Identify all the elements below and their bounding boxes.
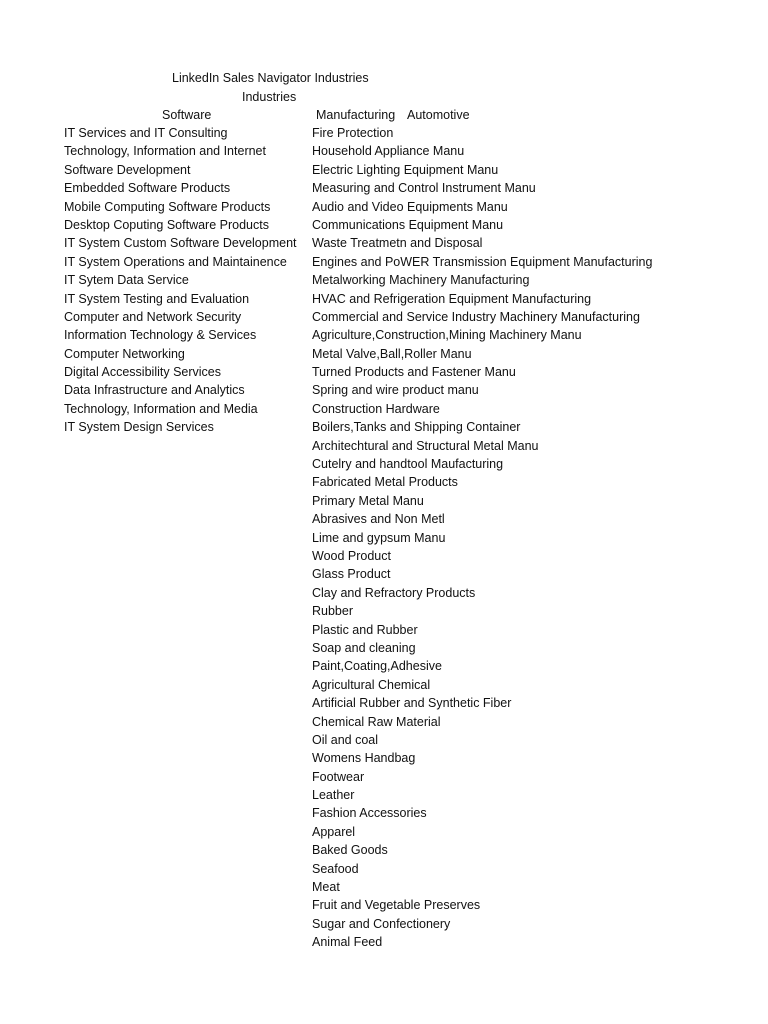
manufacturing-industry-item: Household Appliance Manu [312,144,465,159]
software-industry-item: Embedded Software Products [64,181,231,196]
manufacturing-industry-item: Turned Products and Fastener Manu [312,365,516,380]
manufacturing-industry-item: Glass Product [312,567,391,582]
manufacturing-industry-item: Audio and Video Equipments Manu [312,199,508,214]
manufacturing-industry-item: Oil and coal [312,732,379,747]
manufacturing-industry-item: Measuring and Control Instrument Manu [312,181,536,196]
manufacturing-industry-item: Electric Lighting Equipment Manu [312,162,499,177]
manufacturing-industry-item: Animal Feed [312,935,383,950]
manufacturing-industry-item: Primary Metal Manu [312,493,424,508]
software-industry-item: IT System Operations and Maintainence [64,254,287,269]
manufacturing-industry-item: Womens Handbag [312,751,416,766]
manufacturing-industry-item: HVAC and Refrigeration Equipment Manufacturing [312,291,592,306]
software-industry-item: Technology, Information and Media [64,401,258,416]
manufacturing-industry-item: Metalworking Machinery Manufacturing [312,273,530,288]
software-industry-item: IT System Custom Software Development [64,236,297,251]
software-industry-item: Data Infrastructure and Analytics [64,383,245,398]
manufacturing-industry-item: Sugar and Confectionery [312,916,451,931]
manufacturing-industry-item: Commercial and Service Industry Machinery Manufacturing [312,309,640,324]
manufacturing-industry-item: Seafood [312,861,359,876]
software-industry-item: IT Services and IT Consulting [64,126,228,140]
software-industry-item: Digital Accessibility Services [64,365,221,380]
manufacturing-industry-item: Agriculture,Construction,Mining Machinery Manu [312,328,582,343]
manufacturing-industry-item: Agricultural Chemical [312,677,431,692]
software-industry-item: Information Technology & Services [64,328,257,343]
manufacturing-industry-item: Baked Goods [312,843,388,858]
manufacturing-industry-item: Boilers,Tanks and Shipping Container [312,420,521,435]
software-industry-item: Desktop Coputing Software Products [64,217,269,232]
manufacturing-industry-item: Chemical Raw Material [312,714,441,729]
software-industry-item: Mobile Computing Software Products [64,199,271,214]
manufacturing-industry-item: Fashion Accessories [312,806,427,821]
manufacturing-industry-item: Architechtural and Structural Metal Manu [312,438,539,453]
document-title: LinkedIn Sales Navigator Industries [172,71,369,85]
manufacturing-industry-item: Clay and Refractory Products [312,585,476,600]
manufacturing-industry-item: Plastic and Rubber [312,622,418,637]
software-industry-item: Technology, Information and Internet [64,144,266,159]
manufacturing-industry-item: Artificial Rubber and Synthetic Fiber [312,696,512,711]
manufacturing-column-header: Manufacturing [316,108,396,122]
software-industry-item: IT System Testing and Evaluation [64,291,250,306]
manufacturing-industry-item: Communications Equipment Manu [312,217,504,232]
manufacturing-industry-item: Rubber [312,604,353,619]
software-industry-item: Software Development [64,162,191,177]
manufacturing-industry-item: Fire Protection [312,126,394,140]
software-industry-list [64,124,297,437]
manufacturing-industry-item: Apparel [312,824,356,839]
manufacturing-industry-item: Engines and PoWER Transmission Equipment Manufacturing [312,254,653,269]
manufacturing-industry-list [312,124,652,952]
manufacturing-industry-item: Construction Hardware [312,401,440,416]
manufacturing-industry-item: Leather [312,788,355,803]
manufacturing-industry-item: Lime and gypsum Manu [312,530,446,545]
document-subtitle: Industries [242,90,297,104]
manufacturing-industry-item: Meat [312,880,340,895]
manufacturing-industry-item: Fabricated Metal Products [312,475,458,490]
manufacturing-industry-item: Metal Valve,Ball,Roller Manu [312,346,472,361]
software-industry-item: IT System Design Services [64,420,214,435]
manufacturing-industry-item: Waste Treatmetn and Disposal [312,236,483,251]
manufacturing-industry-item: Fruit and Vegetable Preserves [312,898,481,913]
software-column-header: Software [162,108,212,122]
automotive-column-header: Automotive [407,108,470,122]
manufacturing-industry-item: Abrasives and Non Metl [312,512,445,527]
manufacturing-industry-item: Paint,Coating,Adhesive [312,659,442,674]
software-industry-item: Computer and Network Security [64,309,242,324]
manufacturing-industry-item: Spring and wire product manu [312,383,479,398]
manufacturing-industry-item: Soap and cleaning [312,640,416,655]
software-industry-item: IT Sytem Data Service [64,273,189,288]
manufacturing-industry-item: Footwear [312,769,365,784]
manufacturing-industry-item: Wood Product [312,548,391,563]
manufacturing-industry-item: Cutelry and handtool Maufacturing [312,457,504,472]
software-industry-item: Computer Networking [64,346,185,361]
